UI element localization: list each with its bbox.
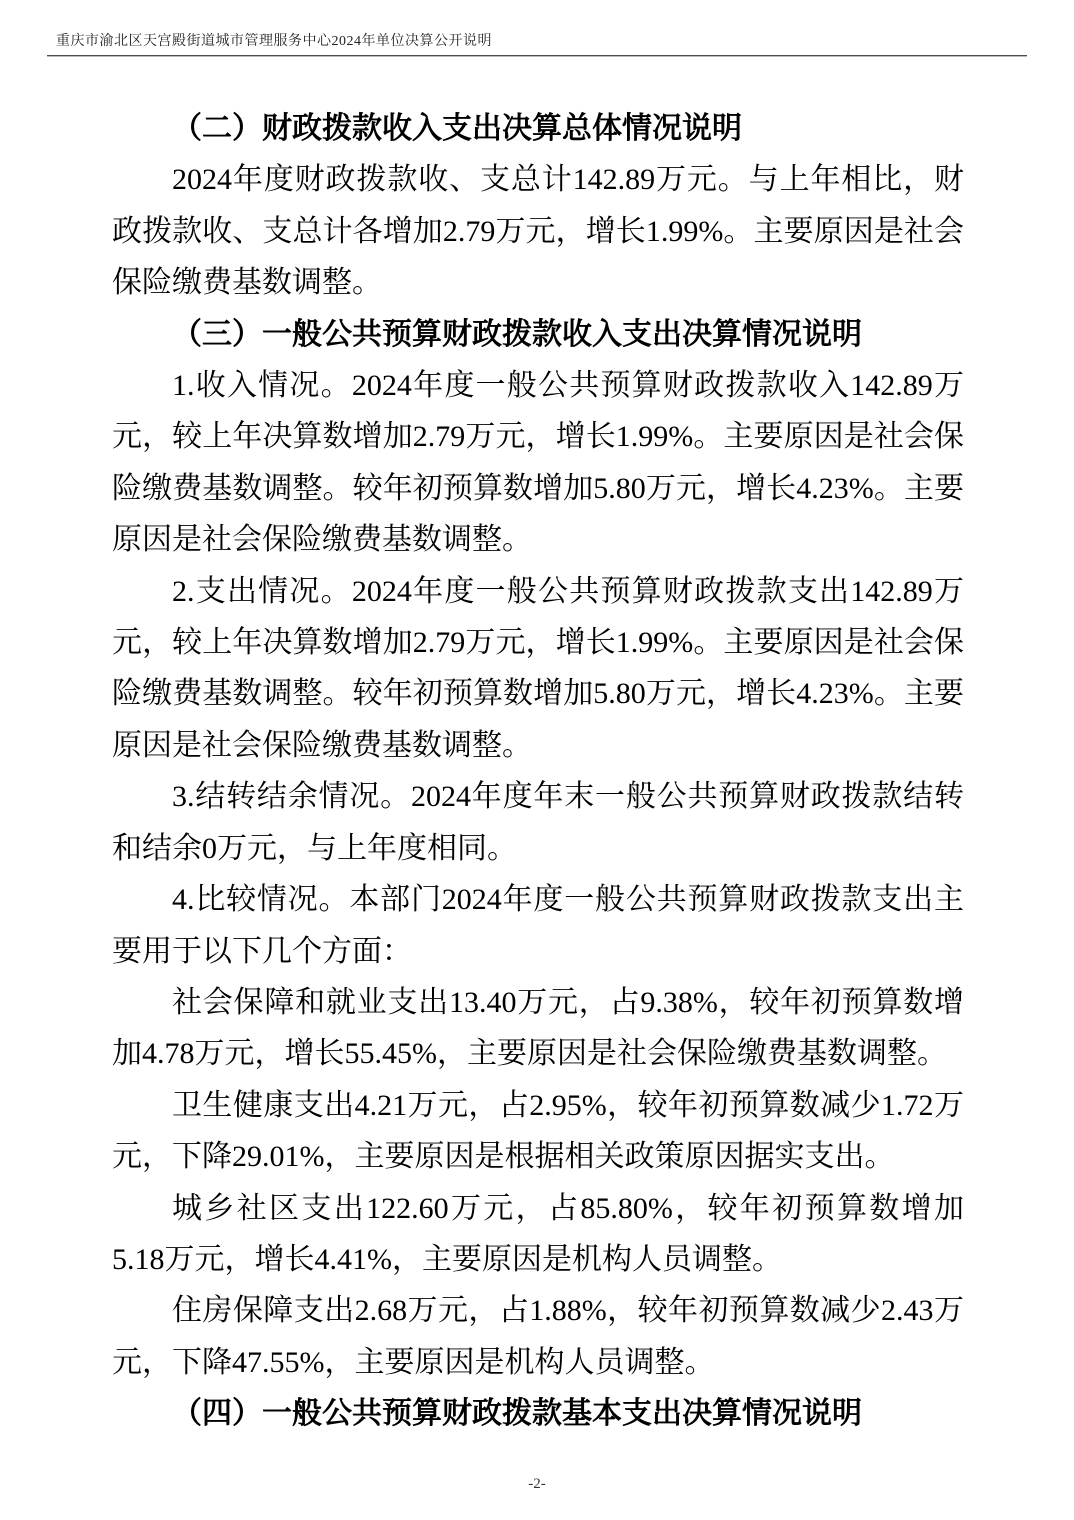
paragraph: 社会保障和就业支出13.40万元，占9.38%，较年初预算数增加4.78万元，增长55.45%，主要原因是社会保险缴费基数调整。 bbox=[112, 985, 964, 1071]
paragraph: 卫生健康支出4.21万元，占2.95%，较年初预算数减少1.72万元，下降29.01%，主要原因是根据相关政策原因据实支出。 bbox=[112, 1088, 964, 1174]
section-heading: （二）财政拨款收入支出决算总体情况说明 bbox=[172, 112, 742, 145]
paragraph: 城乡社区支出122.60万元，占85.80%，较年初预算数增加5.18万元，增长4.41%，主要原因是机构人员调整。 bbox=[112, 1191, 964, 1276]
page-number: -2- bbox=[528, 1476, 546, 1492]
section-heading: （四）一般公共预算财政拨款基本支出决算情况说明 bbox=[172, 1397, 862, 1431]
paragraph: 4.比较情况。本部门2024年度一般公共预算财政拨款支出主要用于以下几个方面： bbox=[112, 883, 964, 968]
paragraph: 2024年度财政拨款收、支总计142.89万元。与上年相比，财政拨款收、支总计各增加2.79万元，增长1.99%。主要原因是社会保险缴费基数调整。 bbox=[112, 163, 964, 300]
header-rule-divider bbox=[47, 55, 1027, 57]
paragraph: 2.支出情况。2024年度一般公共预算财政拨款支出142.89万元，较上年决算数增加2.79万元，增长1.99%。主要原因是社会保险缴费基数调整。较年初预算数增加5.80万元，增长4.23%。主要原因是社会保险缴费基数调整。 bbox=[112, 574, 964, 762]
section-heading: （三）一般公共预算财政拨款收入支出决算情况说明 bbox=[172, 317, 862, 351]
paragraph: 住房保障支出2.68万元，占1.88%，较年初预算数减少2.43万元，下降47.55%，主要原因是机构人员调整。 bbox=[112, 1294, 964, 1379]
paragraph: 3.结转结余情况。2024年度年末一般公共预算财政拨款结转和结余0万元，与上年度相同。 bbox=[112, 780, 964, 865]
page-header-title: 重庆市渝北区天宫殿街道城市管理服务中心2024年单位决算公开说明 bbox=[56, 34, 492, 49]
paragraph: 1.收入情况。2024年度一般公共预算财政拨款收入142.89万元，较上年决算数增加2.79万元，增长1.99%。主要原因是社会保险缴费基数调整。较年初预算数增加5.80万元，增长4.23%。主要原因是社会保险缴费基数调整。 bbox=[112, 369, 964, 557]
document-body bbox=[112, 103, 964, 1440]
